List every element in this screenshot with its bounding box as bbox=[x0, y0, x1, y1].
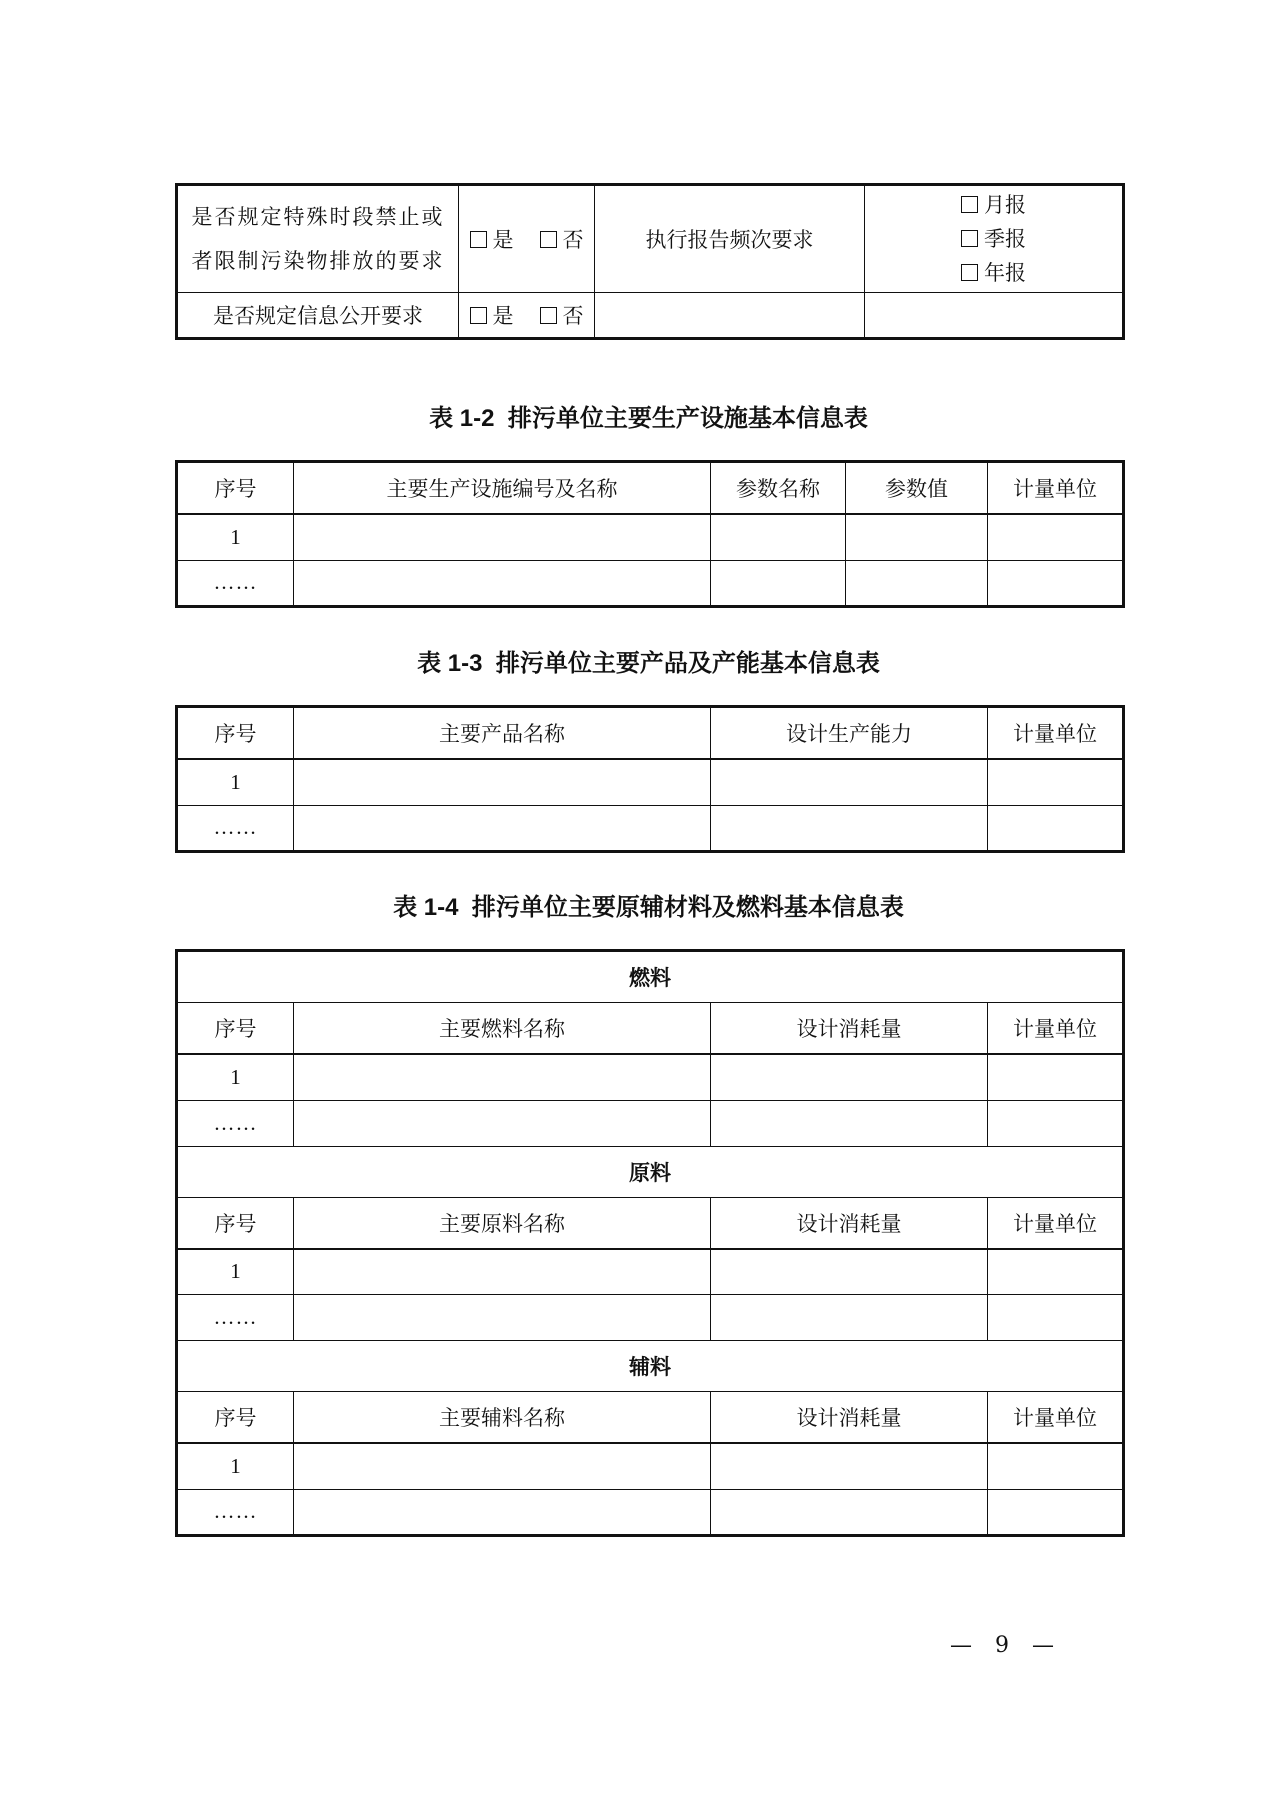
col-header: 计量单位 bbox=[988, 1392, 1124, 1444]
empty-cell bbox=[711, 1489, 988, 1535]
empty-cell bbox=[988, 805, 1124, 851]
table-row bbox=[177, 514, 1124, 560]
empty-cell bbox=[711, 1100, 988, 1146]
table-1-3-title: 表 1-3 排污单位主要产品及产能基本信息表 bbox=[417, 650, 880, 677]
empty-cell bbox=[846, 514, 988, 560]
empty-cell bbox=[294, 1489, 711, 1535]
table-1-4-title: 表 1-4 排污单位主要原辅材料及燃料基本信息表 bbox=[393, 894, 904, 921]
empty-cell bbox=[294, 805, 711, 851]
empty-cell bbox=[711, 1054, 988, 1100]
info-disclosure-yes-no-cell bbox=[459, 293, 595, 339]
no-label: 否 bbox=[562, 304, 584, 328]
empty-cell bbox=[294, 759, 711, 805]
monthly-option bbox=[875, 188, 1112, 222]
col-header: 主要产品名称 bbox=[294, 707, 711, 760]
empty-cell bbox=[711, 1249, 988, 1295]
table-row bbox=[177, 1295, 1124, 1341]
table-row bbox=[177, 759, 1124, 805]
empty-cell bbox=[988, 759, 1124, 805]
empty-cell bbox=[988, 560, 1124, 606]
section-title-fuel: 燃料 bbox=[177, 951, 1124, 1003]
special-period-label: 是否规定特殊时段禁止或者限制污染物排放的要求 bbox=[177, 185, 459, 293]
empty-cell bbox=[711, 514, 846, 560]
checkbox-icon bbox=[961, 264, 978, 281]
empty-cell bbox=[711, 1443, 988, 1489]
col-header: 设计消耗量 bbox=[711, 1003, 988, 1055]
yearly-option bbox=[875, 256, 1112, 290]
empty-cell bbox=[988, 1443, 1124, 1489]
empty-cell bbox=[711, 560, 846, 606]
special-period-yes-no-cell bbox=[459, 185, 595, 293]
col-header: 设计生产能力 bbox=[711, 707, 988, 760]
checkbox-icon bbox=[470, 231, 487, 248]
section-row bbox=[177, 1341, 1124, 1392]
col-header: 计量单位 bbox=[988, 1197, 1124, 1249]
col-header: 参数值 bbox=[846, 462, 988, 515]
checkbox-icon bbox=[961, 230, 978, 247]
table-row bbox=[177, 293, 1124, 339]
header-row bbox=[177, 1003, 1124, 1055]
table-row bbox=[177, 1054, 1124, 1100]
empty-cell bbox=[294, 1100, 711, 1146]
empty-cell bbox=[294, 560, 711, 606]
empty-cell bbox=[294, 1054, 711, 1100]
col-header: 主要原料名称 bbox=[294, 1197, 711, 1249]
report-frequency-label: 执行报告频次要求 bbox=[595, 185, 865, 293]
empty-cell bbox=[294, 1249, 711, 1295]
section-row bbox=[177, 1146, 1124, 1197]
monthly-label: 月报 bbox=[984, 193, 1026, 217]
serial-cell: …… bbox=[177, 1100, 294, 1146]
table-row bbox=[177, 185, 1124, 293]
table-row bbox=[177, 1100, 1124, 1146]
empty-cell bbox=[988, 1249, 1124, 1295]
col-header: 序号 bbox=[177, 1392, 294, 1444]
col-header: 主要辅料名称 bbox=[294, 1392, 711, 1444]
table-row bbox=[177, 560, 1124, 606]
table-row bbox=[177, 805, 1124, 851]
no-option bbox=[540, 224, 584, 254]
serial-cell: …… bbox=[177, 805, 294, 851]
quarterly-option bbox=[875, 222, 1112, 256]
col-header: 参数名称 bbox=[711, 462, 846, 515]
empty-cell bbox=[988, 514, 1124, 560]
table-row bbox=[177, 1443, 1124, 1489]
section-title-raw-material: 原料 bbox=[177, 1146, 1124, 1197]
col-header: 主要生产设施编号及名称 bbox=[294, 462, 711, 515]
section-title-auxiliary: 辅料 bbox=[177, 1341, 1124, 1392]
col-header: 计量单位 bbox=[988, 462, 1124, 515]
col-header: 设计消耗量 bbox=[711, 1392, 988, 1444]
product-capacity-table bbox=[175, 705, 1125, 853]
empty-cell bbox=[711, 759, 988, 805]
yes-option bbox=[470, 300, 514, 330]
serial-cell: 1 bbox=[177, 514, 294, 560]
no-option bbox=[540, 300, 584, 330]
permit-requirements-table bbox=[175, 183, 1125, 340]
checkbox-icon bbox=[470, 307, 487, 324]
yearly-label: 年报 bbox=[984, 261, 1026, 285]
empty-cell bbox=[294, 1295, 711, 1341]
page-number: — 9 — bbox=[950, 1633, 1054, 1658]
col-header: 计量单位 bbox=[988, 707, 1124, 760]
serial-cell: 1 bbox=[177, 1249, 294, 1295]
quarterly-label: 季报 bbox=[984, 227, 1026, 251]
empty-cell bbox=[595, 293, 865, 339]
empty-cell bbox=[711, 805, 988, 851]
report-frequency-options bbox=[865, 185, 1124, 293]
serial-cell: 1 bbox=[177, 1443, 294, 1489]
header-row bbox=[177, 707, 1124, 760]
empty-cell bbox=[846, 560, 988, 606]
checkbox-icon bbox=[540, 307, 557, 324]
col-header: 主要燃料名称 bbox=[294, 1003, 711, 1055]
table-1-2-title: 表 1-2 排污单位主要生产设施基本信息表 bbox=[429, 405, 868, 432]
yes-label: 是 bbox=[492, 228, 514, 252]
empty-cell bbox=[988, 1054, 1124, 1100]
yes-option bbox=[470, 224, 514, 254]
col-header: 序号 bbox=[177, 1197, 294, 1249]
info-disclosure-label: 是否规定信息公开要求 bbox=[177, 293, 459, 339]
materials-fuel-table bbox=[175, 949, 1125, 1537]
empty-cell bbox=[988, 1100, 1124, 1146]
production-facility-table bbox=[175, 460, 1125, 608]
empty-cell bbox=[711, 1295, 988, 1341]
checkbox-icon bbox=[540, 231, 557, 248]
serial-cell: …… bbox=[177, 1295, 294, 1341]
col-header: 序号 bbox=[177, 462, 294, 515]
header-row bbox=[177, 462, 1124, 515]
section-row bbox=[177, 951, 1124, 1003]
table-row bbox=[177, 1489, 1124, 1535]
col-header: 序号 bbox=[177, 707, 294, 760]
col-header: 计量单位 bbox=[988, 1003, 1124, 1055]
checkbox-icon bbox=[961, 196, 978, 213]
header-row bbox=[177, 1392, 1124, 1444]
empty-cell bbox=[988, 1489, 1124, 1535]
serial-cell: …… bbox=[177, 1489, 294, 1535]
empty-cell bbox=[988, 1295, 1124, 1341]
col-header: 设计消耗量 bbox=[711, 1197, 988, 1249]
serial-cell: 1 bbox=[177, 1054, 294, 1100]
header-row bbox=[177, 1197, 1124, 1249]
yes-label: 是 bbox=[492, 304, 514, 328]
no-label: 否 bbox=[562, 228, 584, 252]
serial-cell: 1 bbox=[177, 759, 294, 805]
table-row bbox=[177, 1249, 1124, 1295]
serial-cell: …… bbox=[177, 560, 294, 606]
empty-cell bbox=[294, 1443, 711, 1489]
col-header: 序号 bbox=[177, 1003, 294, 1055]
empty-cell bbox=[865, 293, 1124, 339]
empty-cell bbox=[294, 514, 711, 560]
